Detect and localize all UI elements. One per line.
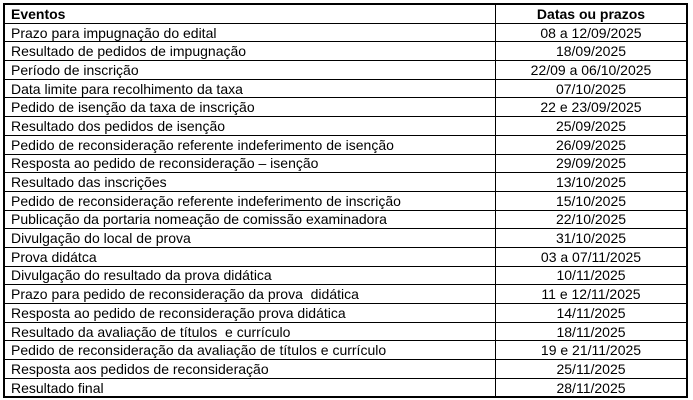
date-cell: 07/10/2025 xyxy=(496,79,688,98)
event-cell: Período de inscrição xyxy=(4,61,496,80)
date-cell: 25/11/2025 xyxy=(496,360,688,379)
table-row xyxy=(4,378,687,397)
schedule-table xyxy=(3,3,688,398)
date-cell: 22 e 23/09/2025 xyxy=(496,98,688,117)
event-cell: Pedido de isenção da taxa de inscrição xyxy=(4,98,496,117)
event-cell: Pedido de reconsideração referente indeferimento de isenção xyxy=(4,135,496,154)
table-row xyxy=(4,98,687,117)
date-cell: 25/09/2025 xyxy=(496,117,688,136)
event-cell: Resposta ao pedido de reconsideração – isenção xyxy=(4,154,496,173)
event-cell: Pedido de reconsideração referente indeferimento de inscrição xyxy=(4,191,496,210)
schedule-table-body xyxy=(4,23,687,397)
table-row xyxy=(4,341,687,360)
table-row xyxy=(4,117,687,136)
table-row xyxy=(4,229,687,248)
table-row xyxy=(4,61,687,80)
table-row xyxy=(4,191,687,210)
date-cell: 10/11/2025 xyxy=(496,266,688,285)
table-row xyxy=(4,154,687,173)
table-row xyxy=(4,266,687,285)
event-cell: Divulgação do resultado da prova didática xyxy=(4,266,496,285)
table-row xyxy=(4,79,687,98)
date-cell: 18/11/2025 xyxy=(496,322,688,341)
header-datas-ou-prazos: Datas ou prazos xyxy=(496,4,688,23)
date-cell: 18/09/2025 xyxy=(496,42,688,61)
table-row xyxy=(4,210,687,229)
event-cell: Prazo para impugnação do edital xyxy=(4,23,496,42)
table-row xyxy=(4,247,687,266)
date-cell: 29/09/2025 xyxy=(496,154,688,173)
header-row xyxy=(4,4,687,23)
table-row xyxy=(4,322,687,341)
event-cell: Divulgação do local de prova xyxy=(4,229,496,248)
event-cell: Resultado de pedidos de impugnação xyxy=(4,42,496,61)
date-cell: 11 e 12/11/2025 xyxy=(496,285,688,304)
event-cell: Resposta aos pedidos de reconsideração xyxy=(4,360,496,379)
date-cell: 22/10/2025 xyxy=(496,210,688,229)
date-cell: 03 a 07/11/2025 xyxy=(496,247,688,266)
table-row xyxy=(4,285,687,304)
date-cell: 08 a 12/09/2025 xyxy=(496,23,688,42)
table-row xyxy=(4,173,687,192)
date-cell: 14/11/2025 xyxy=(496,304,688,323)
event-cell: Resultado da avaliação de títulos e currículo xyxy=(4,322,496,341)
header-eventos: Eventos xyxy=(4,4,496,23)
event-cell: Resultado final xyxy=(4,378,496,397)
event-cell: Resultado dos pedidos de isenção xyxy=(4,117,496,136)
date-cell: 26/09/2025 xyxy=(496,135,688,154)
table-row xyxy=(4,135,687,154)
date-cell: 13/10/2025 xyxy=(496,173,688,192)
event-cell: Prazo para pedido de reconsideração da prova didática xyxy=(4,285,496,304)
event-cell: Publicação da portaria nomeação de comissão examinadora xyxy=(4,210,496,229)
event-cell: Data limite para recolhimento da taxa xyxy=(4,79,496,98)
table-row xyxy=(4,304,687,323)
date-cell: 22/09 a 06/10/2025 xyxy=(496,61,688,80)
event-cell: Pedido de reconsideração da avaliação de títulos e currículo xyxy=(4,341,496,360)
event-cell: Resposta ao pedido de reconsideração prova didática xyxy=(4,304,496,323)
table-row xyxy=(4,42,687,61)
date-cell: 28/11/2025 xyxy=(496,378,688,397)
date-cell: 19 e 21/11/2025 xyxy=(496,341,688,360)
date-cell: 15/10/2025 xyxy=(496,191,688,210)
event-cell: Resultado das inscrições xyxy=(4,173,496,192)
table-row xyxy=(4,360,687,379)
event-cell: Prova didátca xyxy=(4,247,496,266)
date-cell: 31/10/2025 xyxy=(496,229,688,248)
table-row xyxy=(4,23,687,42)
